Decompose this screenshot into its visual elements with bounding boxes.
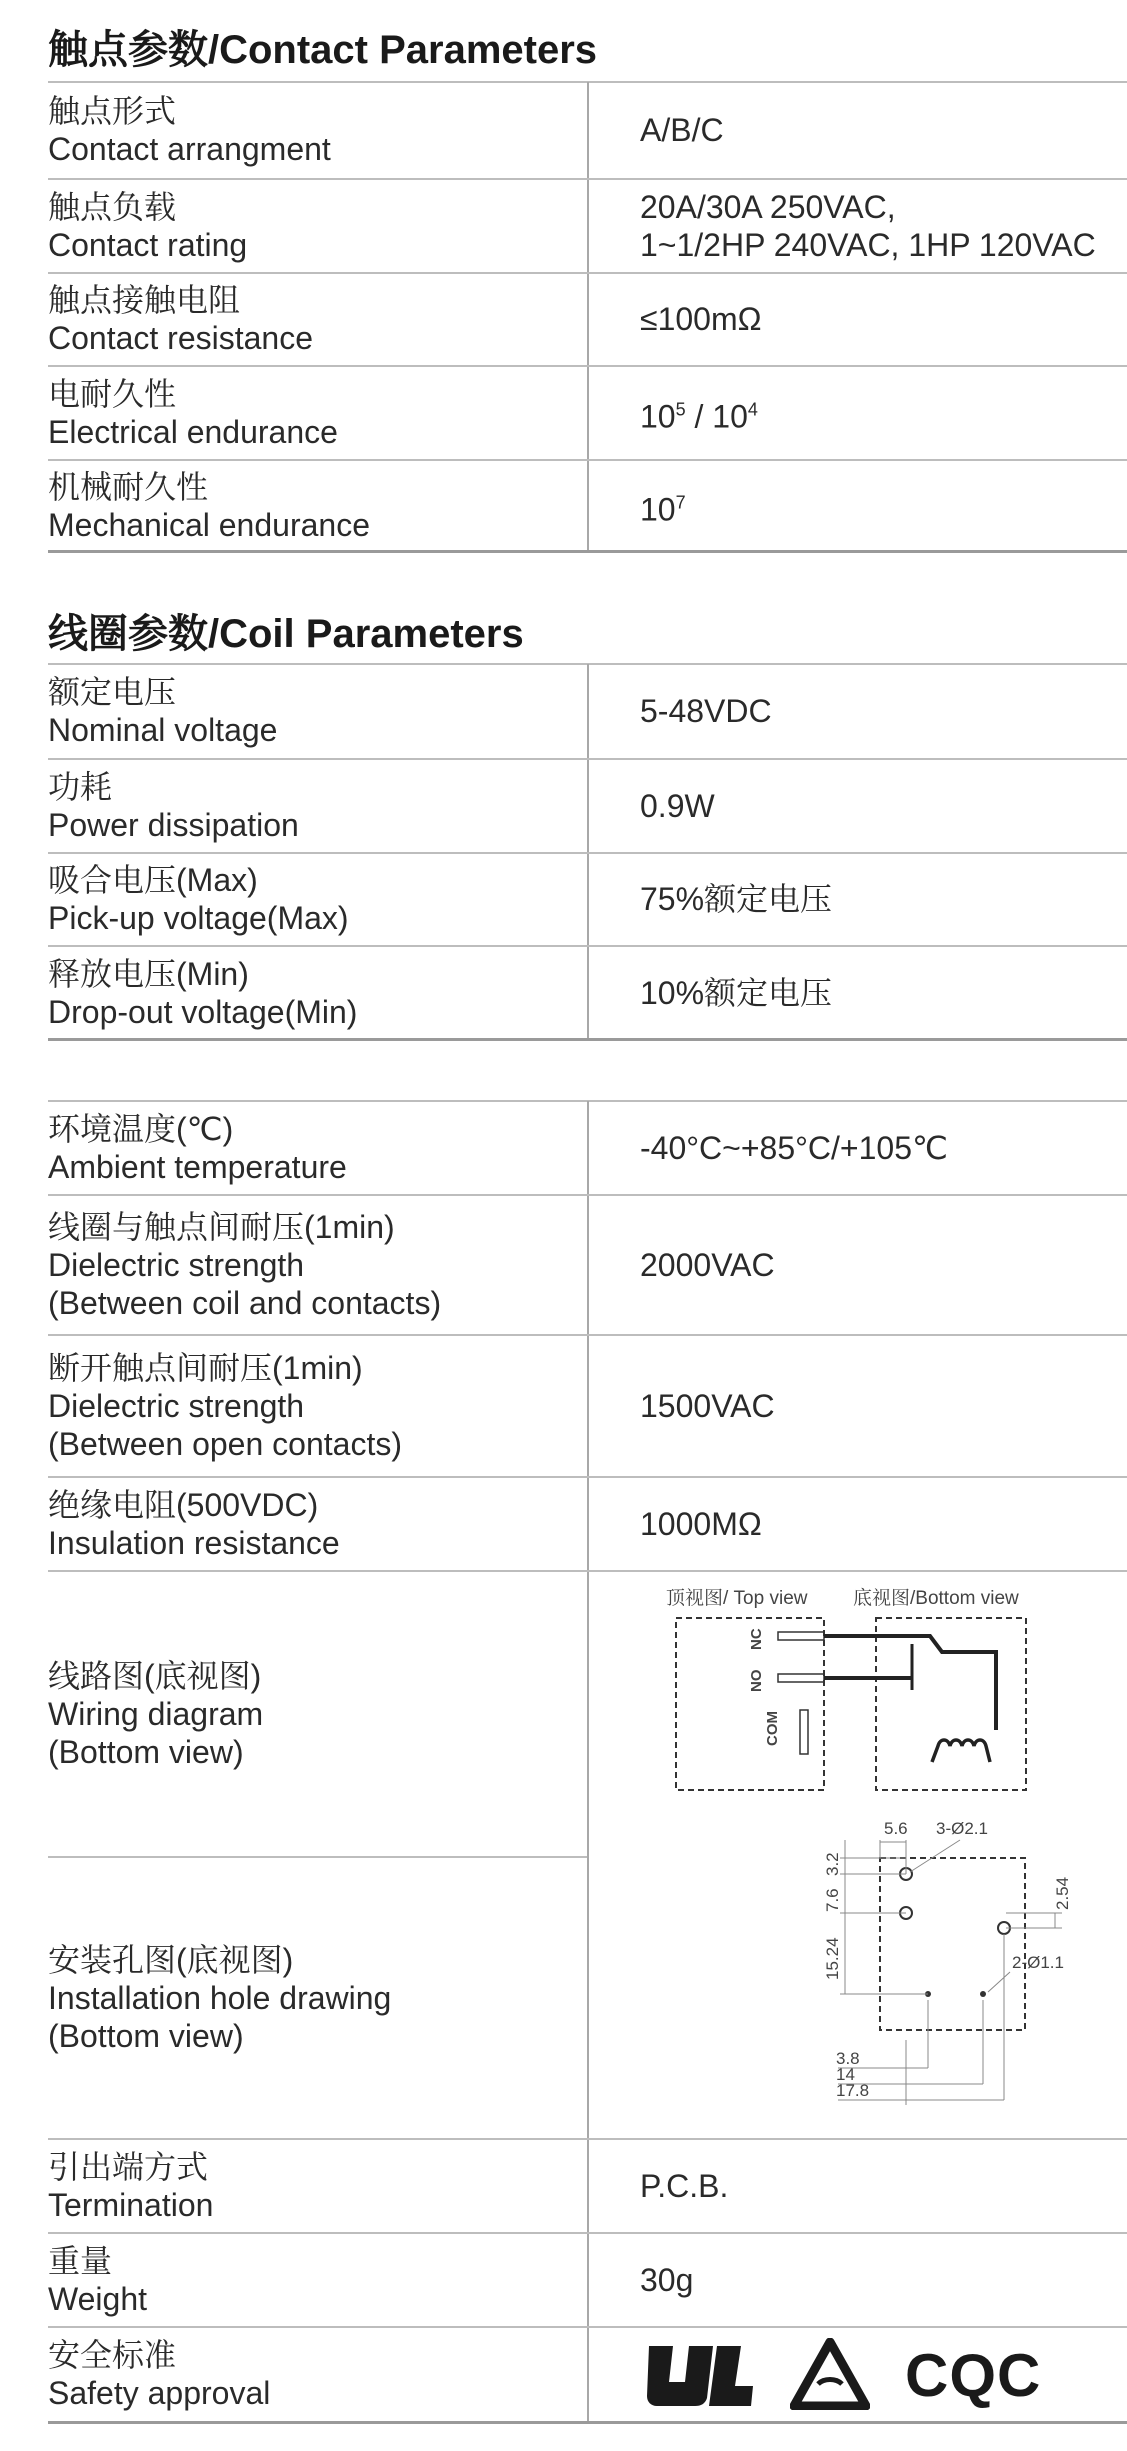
bottom-view-outline: [876, 1618, 1026, 1790]
table-row: [48, 1101, 1127, 1194]
top-view-label: 顶视图/ Top view: [666, 1588, 808, 1609]
param-en: Insulation resistance: [48, 1524, 340, 1561]
table-row: [48, 1335, 1127, 1476]
table-row: [48, 273, 1127, 365]
param-en-note: (Between coil and contacts): [48, 1284, 442, 1321]
ul-logo: [645, 2342, 755, 2408]
param-en: Contact resistance: [48, 320, 314, 356]
dim-small-holes: 2-Ø1.1: [1012, 1953, 1064, 1972]
param-cn: 吸合电压(Max): [48, 862, 258, 898]
param-cn: 线圈与触点间耐压(1min): [48, 1208, 395, 1245]
param-en: Safety approval: [48, 2375, 271, 2411]
param-value: P.C.B.: [640, 2167, 729, 2204]
table-row: [48, 1477, 1127, 1570]
param-en: Pick-up voltage(Max): [48, 900, 349, 936]
power-exponent: 5: [675, 399, 686, 420]
coil-symbol: [932, 1740, 990, 1762]
param-en: Power dissipation: [48, 806, 299, 843]
param-en: Dielectric strength: [48, 1246, 305, 1283]
table-row: [48, 2139, 1127, 2232]
param-cn: 触点接触电阻: [48, 282, 241, 318]
svg-text:UL: UL: [645, 2342, 647, 2343]
power-exponent: 7: [675, 492, 686, 513]
param-value: [640, 390, 758, 435]
param-en-note: (Bottom view): [48, 2018, 244, 2054]
contact-section-title: 触点参数/Contact Parameters: [48, 28, 598, 72]
divider: [48, 1038, 1127, 1041]
param-cn: 断开触点间耐压(1min): [48, 1349, 363, 1386]
param-value: 20A/30A 250VAC,: [640, 188, 896, 225]
dim-15-24: 15.24: [823, 1937, 842, 1980]
param-en: Mechanical endurance: [48, 506, 370, 543]
param-en: Termination: [48, 2186, 214, 2223]
param-cn: 重量: [48, 2242, 113, 2279]
param-value: 1500VAC: [640, 1387, 775, 1424]
nc-label: NC: [748, 1628, 765, 1650]
param-cn: 功耗: [48, 768, 113, 805]
param-value-line2: 1~1/2HP 240VAC, 1HP 120VAC: [640, 226, 1096, 263]
table-row: [48, 946, 1127, 1039]
dim-17-8: 17.8: [836, 2081, 870, 2100]
param-en: Nominal voltage: [48, 712, 278, 748]
param-value: 75%额定电压: [640, 881, 833, 917]
com-label: COM: [764, 1711, 781, 1746]
dim-14: 14: [836, 2065, 855, 2084]
param-en-note: (Between open contacts): [48, 1425, 402, 1462]
dim-7-6: 7.6: [823, 1888, 842, 1912]
param-value: 1000MΩ: [640, 1505, 762, 1542]
com-pin: [800, 1710, 808, 1754]
param-value: ≤100mΩ: [640, 301, 762, 337]
param-en: Contact rating: [48, 226, 248, 263]
installation-hole-drawing: [800, 1800, 1100, 2130]
relay-outline: [880, 1858, 1025, 2030]
param-cn: 释放电压(Min): [48, 955, 249, 992]
svg-text:TÜV: TÜV: [790, 2338, 792, 2339]
nc-pin: [778, 1632, 824, 1640]
table-row: [48, 179, 1127, 272]
param-value: 0.9W: [640, 787, 715, 824]
power-exponent: 4: [747, 399, 758, 420]
value-separator: /: [685, 397, 713, 434]
table-row: [48, 366, 1127, 459]
dimension-lines: [838, 1840, 1062, 2105]
param-en: Ambient temperature: [48, 1148, 347, 1185]
no-label: NO: [748, 1669, 765, 1692]
dim-3-8: 3.8: [836, 2049, 860, 2068]
divider: [48, 2421, 1127, 2424]
param-value: 5-48VDC: [640, 693, 772, 729]
no-pin: [778, 1674, 824, 1682]
nc-circuit-line: [824, 1636, 996, 1730]
table-row: [48, 460, 1127, 551]
divider: [48, 550, 1127, 553]
param-value: 2000VAC: [640, 1246, 775, 1283]
power-base: 10: [640, 490, 676, 527]
bottom-view-label: 底视图/Bottom view: [853, 1588, 1019, 1609]
tuv-logo: [790, 2338, 870, 2410]
param-en: Dielectric strength: [48, 1387, 305, 1424]
param-en: Weight: [48, 2280, 148, 2317]
param-en-note: (Bottom view): [48, 1733, 244, 1770]
power-base: 10: [712, 397, 748, 434]
param-cn: 安全标准: [48, 2337, 177, 2373]
table-row: [48, 664, 1127, 758]
param-cn: 环境温度(℃): [48, 1110, 234, 1147]
dim-2-54: 2.54: [1053, 1876, 1072, 1910]
power-base: 10: [640, 397, 676, 434]
dim-5-6: 5.6: [884, 1819, 908, 1838]
param-cn: 额定电压: [48, 674, 177, 710]
table-row: [48, 1195, 1127, 1334]
param-cn: 电耐久性: [48, 375, 177, 412]
param-cn: 安装孔图(底视图): [48, 1942, 294, 1978]
param-cn: 绝缘电阻(500VDC): [48, 1486, 319, 1523]
cqc-logo: CQC: [905, 2342, 1042, 2409]
param-value: [640, 483, 686, 528]
param-cn: 引出端方式: [48, 2148, 209, 2185]
param-cn: 触点形式: [48, 93, 177, 129]
param-en: Drop-out voltage(Min): [48, 993, 358, 1030]
param-cn: 线路图(底视图): [48, 1657, 262, 1694]
table-row: [48, 2233, 1127, 2326]
param-en: Contact arrangment: [48, 131, 331, 167]
wiring-diagram: [640, 1580, 1070, 1820]
param-value: 10%额定电压: [640, 974, 833, 1011]
param-cn: 触点负载: [48, 188, 177, 225]
param-en: Electrical endurance: [48, 413, 338, 450]
coil-section-title: 线圈参数/Coil Parameters: [48, 612, 524, 656]
param-value: 30g: [640, 2261, 694, 2298]
table-row: [48, 853, 1127, 945]
table-row: [48, 82, 1127, 178]
dim-hole-count: 3-Ø2.1: [936, 1819, 988, 1838]
param-value: A/B/C: [640, 112, 724, 148]
param-en: Wiring diagram: [48, 1695, 264, 1732]
param-cn: 机械耐久性: [48, 468, 209, 505]
table-row: [48, 759, 1127, 852]
small-hole: [980, 1991, 986, 1997]
param-value: -40°C~+85°C/+105℃: [640, 1129, 948, 1166]
param-en: Installation hole drawing: [48, 1980, 392, 2016]
dim-3-2: 3.2: [823, 1852, 842, 1876]
